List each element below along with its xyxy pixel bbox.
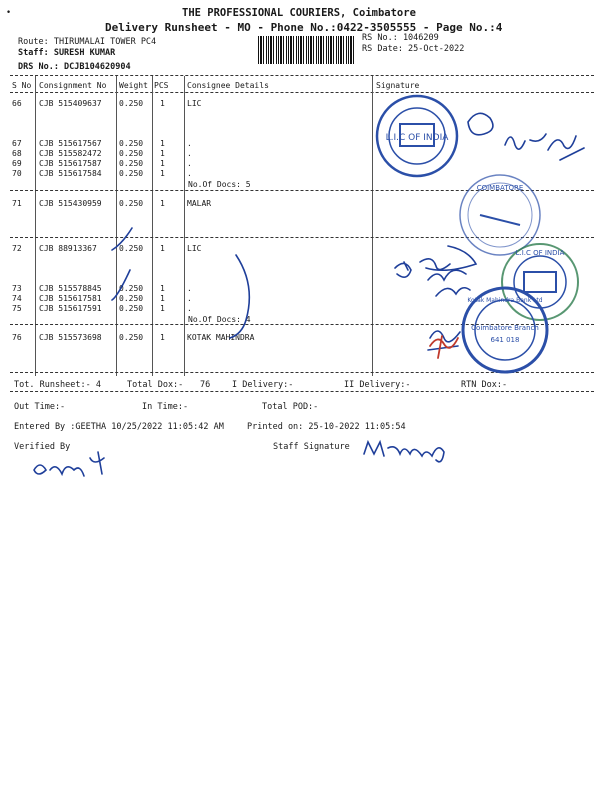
col-weight: Weight (119, 81, 148, 90)
col-consignment: Consignment No (39, 81, 107, 90)
table-cell: 71 (12, 199, 22, 208)
route-label: Route: THIRUMALAI TOWER PC4 (18, 37, 157, 47)
total-dox-label: Total Dox:- (127, 380, 184, 390)
table-cell: 69 (12, 159, 22, 168)
table-cell: KOTAK MAHINDRA (187, 333, 255, 342)
table-cell: 1 (160, 199, 165, 208)
runsheet-title: Delivery Runsheet - MO - Phone No.:0422-3505555 - Page No.:4 (105, 21, 503, 34)
table-cell: . (187, 294, 192, 303)
table-cell: CJB 515430959 (39, 199, 102, 208)
table-cell: 1 (160, 333, 165, 342)
stamp-text: COIMBATORE (476, 184, 524, 192)
table-cell: 1 (160, 294, 165, 303)
table-cell: CJB 88913367 (39, 244, 97, 253)
entered-by: Entered By :GEETHA 10/25/2022 11:05:42 AM (14, 422, 224, 432)
table-cell: . (187, 159, 192, 168)
table-cell: 1 (160, 139, 165, 148)
table-cell: 67 (12, 139, 22, 148)
table-cell: 68 (12, 149, 22, 158)
table-cell: 0.250 (119, 333, 144, 342)
col-signature: Signature (376, 81, 420, 90)
stamp-text: 641 018 (490, 336, 520, 344)
coimbatore-stamp-icon (460, 175, 540, 255)
drs-number: DRS No.: DCJB104620904 (18, 62, 131, 72)
in-time: In Time:- (142, 402, 189, 412)
table-cell: 76 (12, 333, 22, 342)
table-cell: 1 (160, 284, 165, 293)
total-runsheet: Tot. Runsheet:- 4 (14, 380, 101, 390)
ii-delivery: II Delivery:- (344, 380, 411, 390)
rtn-dox: RTN Dox:- (461, 380, 508, 390)
table-cell: . (187, 304, 192, 313)
printed-on: Printed on: 25-10-2022 11:05:54 (247, 422, 406, 432)
table-cell: CJB 515617567 (39, 139, 102, 148)
handwritten-signature-icon (34, 113, 584, 476)
stamp-text: Coimbatore Branch (471, 324, 539, 332)
table-cell: CJB 515573698 (39, 333, 102, 342)
table-cell: LIC (187, 99, 202, 108)
kotak-stamp-icon (463, 288, 547, 372)
table-cell: 73 (12, 284, 22, 293)
stamp-text: Kotak Mahindra Bank Ltd (467, 297, 543, 304)
table-cell: CJB 515578845 (39, 284, 102, 293)
table-cell: MALAR (187, 199, 212, 208)
out-time: Out Time:- (14, 402, 66, 412)
corner-mark: • (6, 8, 12, 18)
stamp-text: L.I.C OF INDIA (385, 133, 449, 143)
table-cell: 75 (12, 304, 22, 313)
staff-label: Staff: SURESH KUMAR (18, 48, 116, 58)
table-cell: . (187, 139, 192, 148)
table-cell: 1 (160, 169, 165, 178)
table-cell: . (187, 284, 192, 293)
docs-count-note: No.Of Docs: 4 (188, 315, 251, 324)
table-cell: CJB 515617581 (39, 294, 102, 303)
table-cell: 0.250 (119, 244, 144, 253)
col-pcs: PCS (154, 81, 169, 90)
table-cell: 1 (160, 159, 165, 168)
table-cell: 0.250 (119, 304, 144, 313)
total-dox-value: 76 (200, 380, 211, 390)
table-cell: . (187, 169, 192, 178)
staff-signature-label: Staff Signature (273, 442, 350, 452)
rs-date: RS Date: 25-Oct-2022 (362, 44, 465, 54)
table-cell: 0.250 (119, 284, 144, 293)
table-cell: 0.250 (119, 139, 144, 148)
col-consignee: Consignee Details (187, 81, 269, 90)
table-cell: LIC (187, 244, 202, 253)
total-pod: Total POD:- (262, 402, 319, 412)
table-cell: . (187, 149, 192, 158)
table-cell: CJB 515617587 (39, 159, 102, 168)
table-cell: 0.250 (119, 149, 144, 158)
table-cell: CJB 515617584 (39, 169, 102, 178)
table-cell: CJB 515409637 (39, 99, 102, 108)
stamp-text: L.I.C OF INDIA (515, 249, 565, 257)
col-sno: S No (12, 81, 32, 90)
table-cell: CJB 515582472 (39, 149, 102, 158)
table-cell: CJB 515617591 (39, 304, 102, 313)
rs-number: RS No.: 1046209 (362, 33, 439, 43)
table-cell: 1 (160, 149, 165, 158)
i-delivery: I Delivery:- (232, 380, 294, 390)
table-cell: 0.250 (119, 169, 144, 178)
table-cell: 1 (160, 244, 165, 253)
table-cell: 0.250 (119, 159, 144, 168)
table-cell: 0.250 (119, 294, 144, 303)
docs-count-note: No.Of Docs: 5 (188, 180, 251, 189)
table-cell: 1 (160, 99, 165, 108)
table-cell: 1 (160, 304, 165, 313)
table-cell: 70 (12, 169, 22, 178)
table-cell: 74 (12, 294, 22, 303)
verified-by-label: Verified By (14, 442, 71, 452)
company-title: THE PROFESSIONAL COURIERS, Coimbatore (182, 7, 416, 19)
table-cell: 0.250 (119, 199, 144, 208)
lic-stamp-icon (377, 96, 457, 176)
table-cell: 72 (12, 244, 22, 253)
table-cell: 0.250 (119, 99, 144, 108)
table-cell: 66 (12, 99, 22, 108)
